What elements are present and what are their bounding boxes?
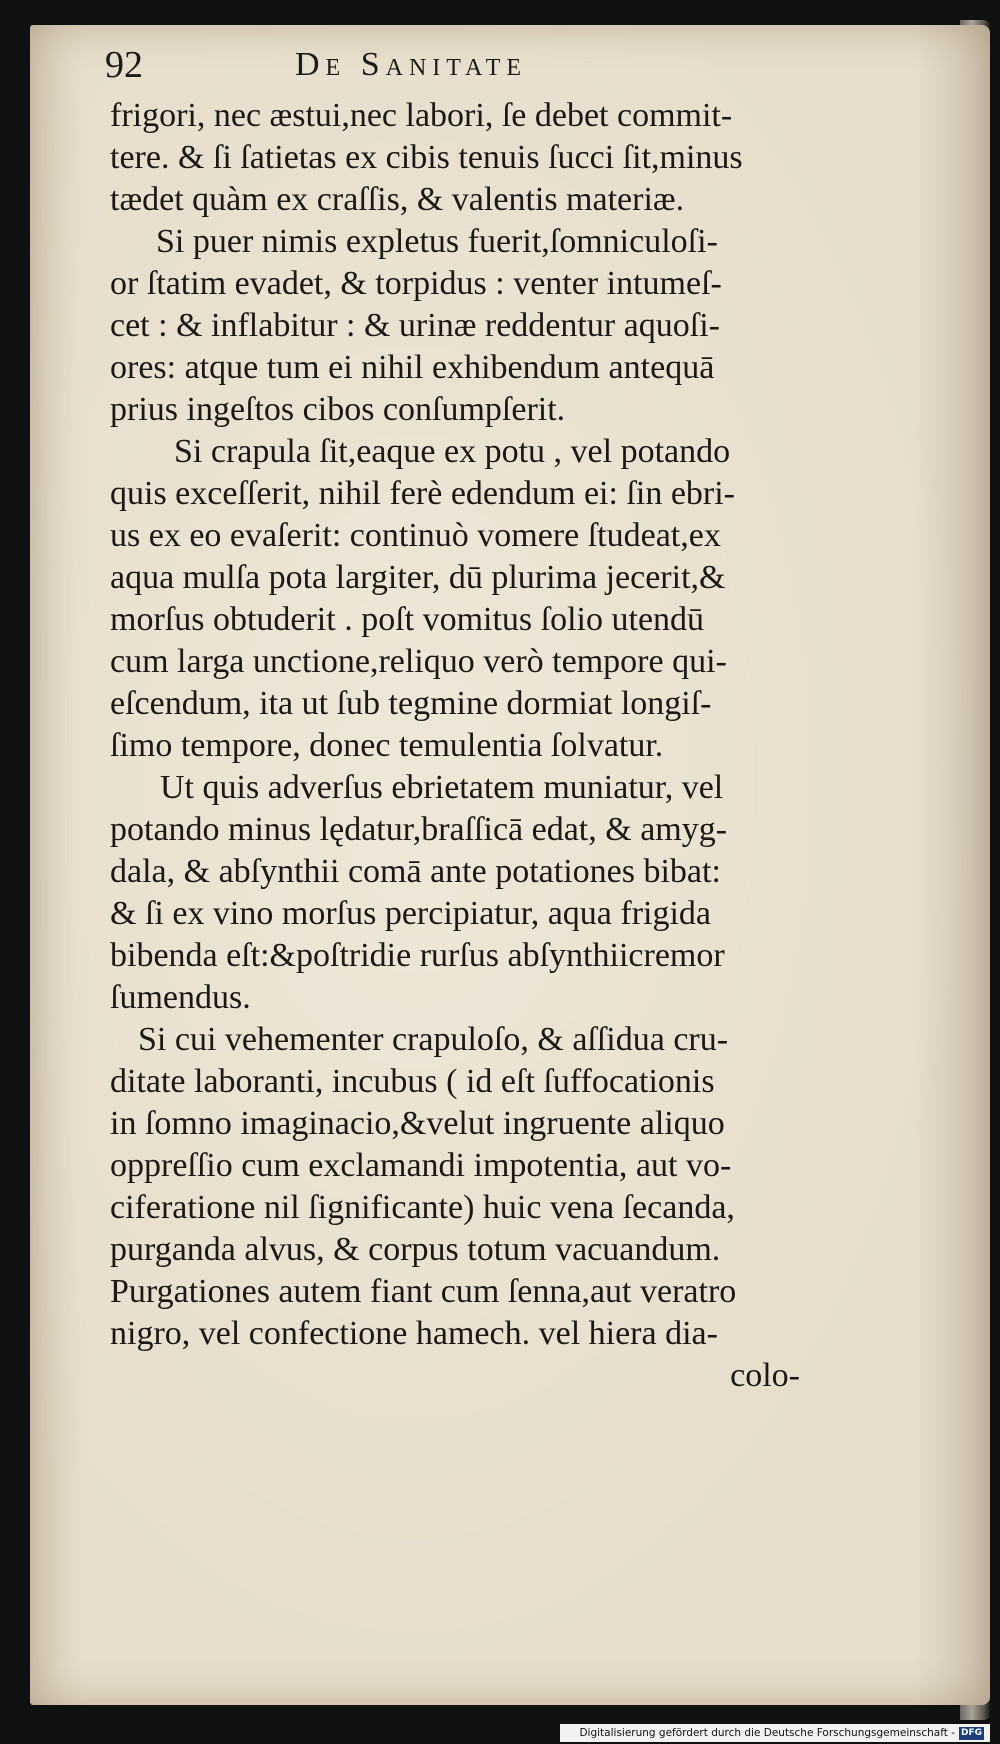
text-line: frigori, nec æstui,nec labori, ſe debet commit- <box>110 97 733 134</box>
text-line: us ex eo evaſerit: continuò vomere ſtudeat,ex <box>110 517 721 554</box>
text-line: ciferatione nil ſignificante) huic vena ſecanda, <box>110 1189 735 1226</box>
text-line: ſumendus. <box>110 979 251 1016</box>
text-line: & ſi ex vino morſus percipiatur, aqua frigida <box>110 895 712 932</box>
catchword: colo- <box>730 1357 800 1394</box>
text-line: cum larga unctione,reliquo verò tempore qui- <box>110 643 727 680</box>
text-line: or ſtatim evadet, & torpidus : venter intumeſ- <box>110 265 722 302</box>
text-line: in ſomno imaginacio,&velut ingruente aliquo <box>110 1105 725 1142</box>
text-line: nigro, vel confectione hamech. vel hiera dia- <box>110 1315 718 1352</box>
page-number: 92 <box>105 44 143 86</box>
text-line: quis exceſſerit, nihil ferè edendum ei: ſin ebri- <box>110 475 735 512</box>
text-line: Purgationes autem fiant cum ſenna,aut veratro <box>110 1273 737 1310</box>
text-line: morſus obtuderit . poſt vomitus ſolio utendū <box>110 601 705 638</box>
body-text <box>110 95 800 1397</box>
text-line: ditate laboranti, incubus ( id eſt ſuffocationis <box>110 1063 715 1100</box>
text-line: bibenda eſt:&poſtridie rurſus abſynthiicremor <box>110 937 725 974</box>
text-line: cet : & inflabitur : & urinæ reddentur aquoſi- <box>110 307 720 344</box>
text-line: prius ingeſtos cibos conſumpſerit. <box>110 391 566 428</box>
credit-text: Digitalisierung gefördert durch die Deutsche Forschungsgemeinschaft - <box>579 1727 955 1739</box>
text-line: dala, & abſynthii comā ante potationes bibat: <box>110 853 721 890</box>
digitization-credit <box>560 1724 990 1742</box>
text-line: purganda alvus, & corpus totum vacuandum. <box>110 1231 721 1268</box>
text-line: ores: atque tum ei nihil exhibendum antequā <box>110 349 715 386</box>
running-head: De Sanitate <box>295 46 528 83</box>
text-line: potando minus lędatur,braſſicā edat, & amyg- <box>110 811 728 848</box>
text-line: Si cui vehementer crapuloſo, & aſſidua cru- <box>138 1021 729 1058</box>
page-header <box>105 40 805 90</box>
text-line: eſcendum, ita ut ſub tegmine dormiat longiſ- <box>110 685 712 722</box>
text-line: Ut quis adverſus ebrietatem muniatur, vel <box>160 769 724 806</box>
dfg-logo: DFG <box>960 1727 982 1738</box>
text-line: ſimo tempore, donec temulentia ſolvatur. <box>110 727 664 764</box>
text-line: oppreſſio cum exclamandi impotentia, aut vo- <box>110 1147 732 1184</box>
text-line: aqua mulſa pota largiter, dū plurima jecerit,& <box>110 559 726 596</box>
text-line: tædet quàm ex craſſis, & valentis materiæ. <box>110 181 685 218</box>
text-line: tere. & ſi ſatietas ex cibis tenuis ſucci ſit,minus <box>110 139 743 176</box>
text-line: Si puer nimis expletus fuerit,ſomniculoſi- <box>156 223 718 260</box>
text-line: Si crapula ſit,eaque ex potu , vel potando <box>174 433 731 470</box>
